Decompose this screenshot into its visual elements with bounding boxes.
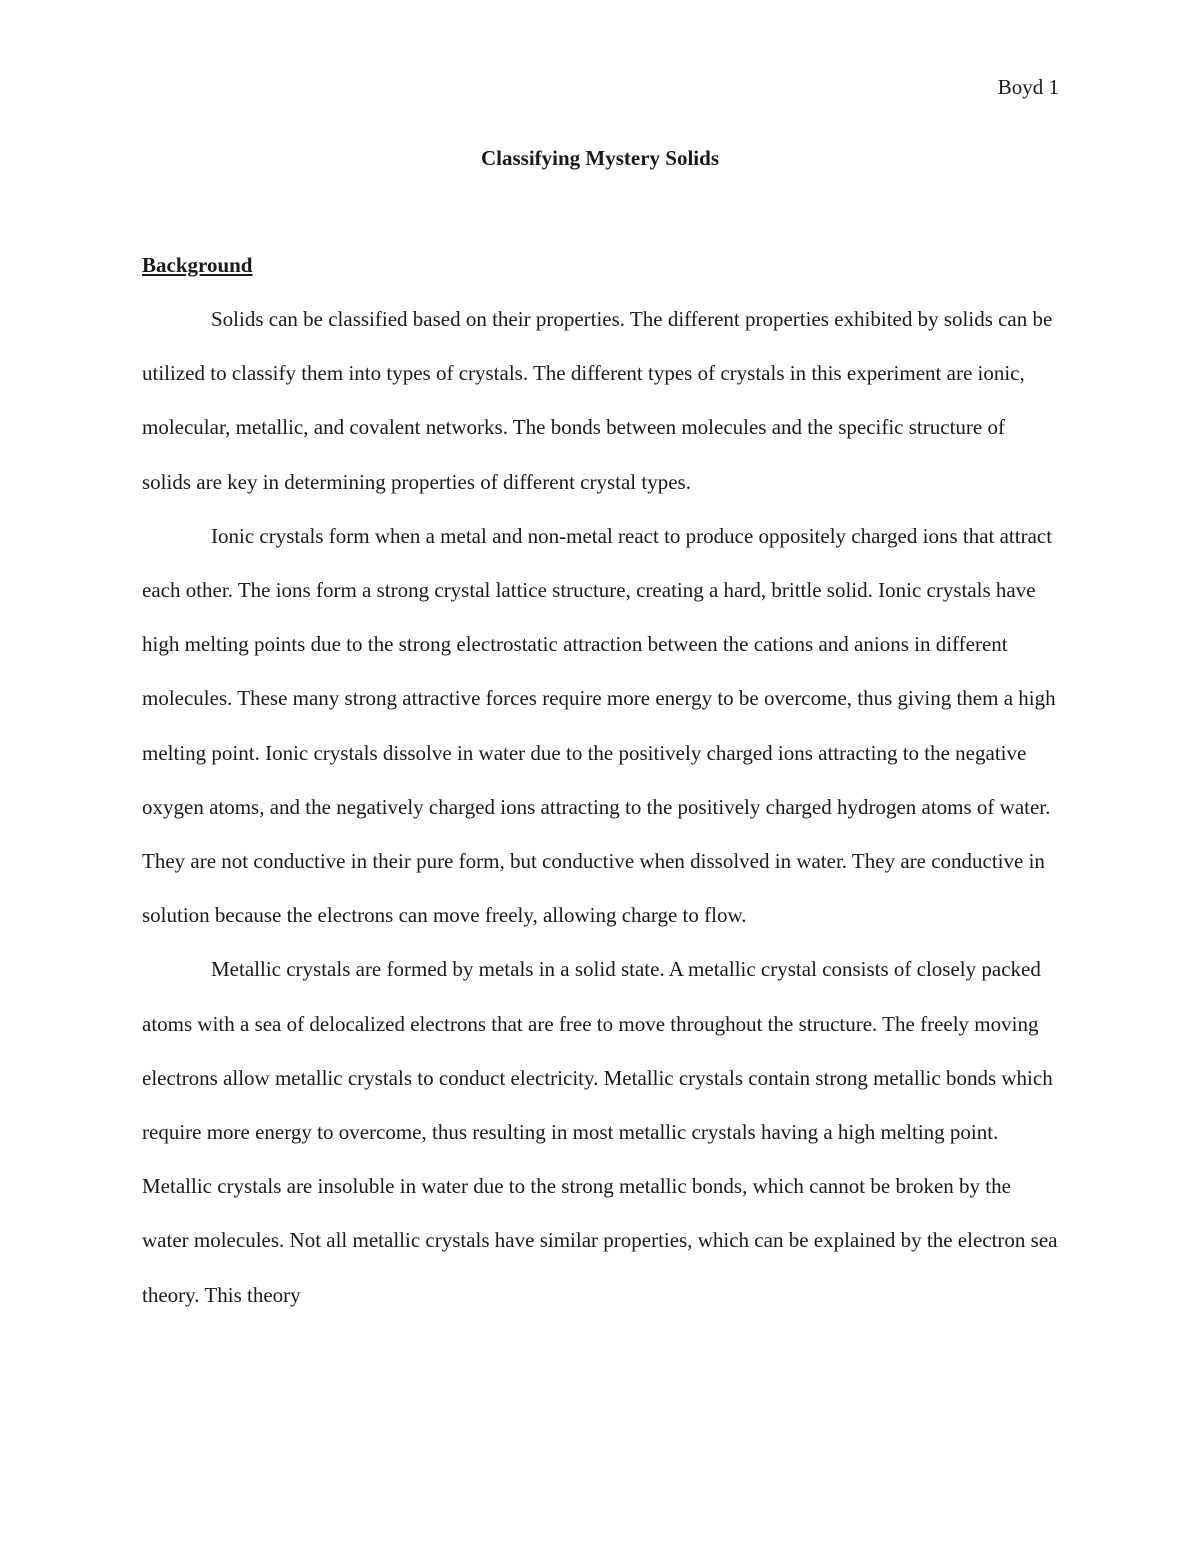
document-title: Classifying Mystery Solids — [480, 146, 719, 170]
paragraph: Solids can be classified based on their properties. The different properties exhibited by solids can be utilized to classify them into types of crystals. The different types of crystals in this experiment are ionic, molecular, metallic, and covalent networks. The bonds between molecules and the specific structure of solids are key in determining properties of different crystal types. — [142, 307, 1053, 494]
running-head: Boyd 1 — [997, 75, 1059, 99]
section-heading-background: Background — [142, 253, 253, 277]
body-text — [142, 292, 1058, 1322]
paragraph: Metallic crystals are formed by metals in a solid state. A metallic crystal consists of closely packed atoms with a sea of delocalized electrons that are free to move throughout the structure. The freely moving electrons allow metallic crystals to conduct electricity. Metallic crystals contain strong metallic bonds which require more energy to overcome, thus resulting in most metallic crystals having a high melting point. Metallic crystals are insoluble in water due to the strong metallic bonds, which cannot be broken by the water molecules. Not all metallic crystals have similar properties, which can be explained by the electron sea theory. This theory — [142, 957, 1058, 1307]
paragraph: Ionic crystals form when a metal and non-metal react to produce oppositely charged ions that attract each other. The ions form a strong crystal lattice structure, creating a hard, brittle solid. Ionic crystals have high melting points due to the strong electrostatic attraction between the cations and anions in different molecules. These many strong attractive forces require more energy to be overcome, thus giving them a high melting point. Ionic crystals dissolve in water due to the positively charged ions attracting to the negative oxygen atoms, and the negatively charged ions attracting to the positively charged hydrogen atoms of water. They are not conductive in their pure form, but conductive when dissolved in water. They are conductive in solution because the electrons can move freely, allowing charge to flow. — [142, 523, 1056, 928]
